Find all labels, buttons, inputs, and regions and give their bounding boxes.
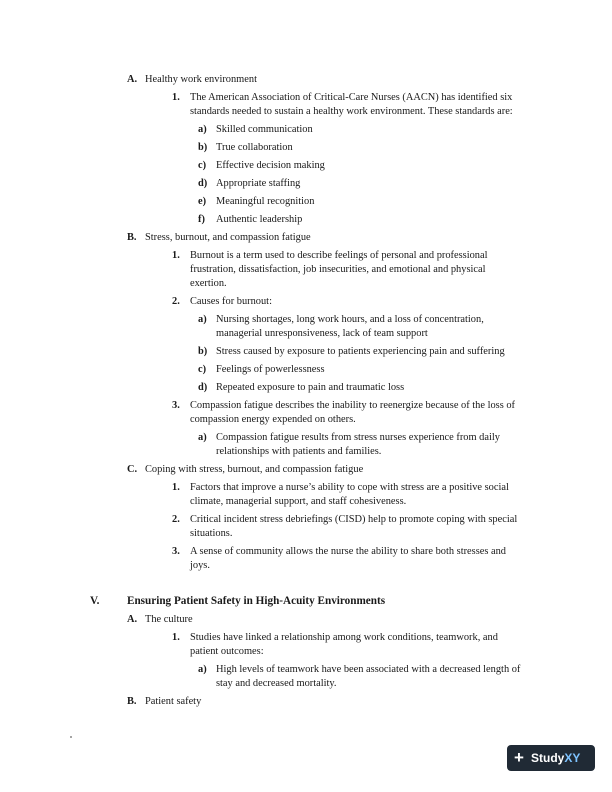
b2d-marker: d) (198, 382, 208, 393)
v-a1-line1: Studies have linked a relationship among work conditions, teamwork, and (190, 632, 498, 643)
c1-marker: 1. (172, 482, 180, 493)
b1-line3: exertion. (190, 278, 227, 289)
b2a-line1: Nursing shortages, long work hours, and a loss of concentration, (216, 314, 484, 325)
v-a1a-line2: stay and decreased mortality. (216, 678, 337, 689)
b2d-text: Repeated exposure to pain and traumatic loss (216, 382, 405, 393)
a1b-marker: b) (198, 142, 208, 153)
b2b-marker: b) (198, 346, 208, 357)
v-a-marker: A. (127, 614, 138, 625)
a1d-marker: d) (198, 178, 208, 189)
b2c-text: Feelings of powerlessness (216, 364, 325, 375)
v-b-marker: B. (127, 696, 137, 707)
b3a-line1: Compassion fatigue results from stress nurses experience from daily (216, 432, 500, 443)
section-v-title: Ensuring Patient Safety in High-Acuity Environments (127, 595, 386, 607)
c2-line1: Critical incident stress debriefings (CISD) help to promote coping with special (190, 514, 518, 525)
a1a-text: Skilled communication (216, 124, 313, 135)
section-b-marker: B. (127, 232, 137, 243)
section-v-marker: V. (90, 595, 100, 607)
c3-line1: A sense of community allows the nurse the ability to share both stresses and (190, 546, 506, 557)
c1-line1: Factors that improve a nurse’s ability to cope with stress are a positive social (190, 482, 509, 493)
a1d-text: Appropriate staffing (216, 178, 301, 189)
section-c-title: Coping with stress, burnout, and compassion fatigue (145, 464, 364, 475)
plus-icon: + (514, 748, 524, 767)
section-a-marker: A. (127, 74, 138, 85)
b3-line1: Compassion fatigue describes the inability to reenergize because of the loss of (190, 400, 515, 411)
studyxy-logo[interactable] (507, 745, 595, 771)
a1b-text: True collaboration (216, 142, 293, 153)
b2c-marker: c) (198, 364, 207, 375)
section-b-title: Stress, burnout, and compassion fatigue (145, 232, 311, 243)
v-a1a-marker: a) (198, 664, 207, 675)
b1-line2: frustration, dissatisfaction, job insecurities, and emotional and physical (190, 264, 486, 275)
c1-line2: climate, managerial support, and staff cohesiveness. (190, 496, 407, 507)
stray-dot (70, 736, 72, 738)
section-a-title: Healthy work environment (145, 74, 257, 85)
a1e-text: Meaningful recognition (216, 196, 315, 207)
v-a1-marker: 1. (172, 632, 180, 643)
logo-wordmark (531, 745, 580, 771)
section-c-marker: C. (127, 464, 138, 475)
b3a-marker: a) (198, 432, 207, 443)
b2a-line2: managerial unresponsiveness, lack of team support (216, 328, 428, 339)
v-a1a-line1: High levels of teamwork have been associated with a decreased length of (216, 664, 521, 675)
c2-line2: situations. (190, 528, 233, 539)
b2b-text: Stress caused by exposure to patients experiencing pain and suffering (216, 346, 505, 357)
b2-text: Causes for burnout: (190, 296, 272, 307)
c2-marker: 2. (172, 514, 180, 525)
a1-line1: The American Association of Critical-Care Nurses (AACN) has identified six (190, 92, 513, 103)
a1e-marker: e) (198, 196, 207, 207)
a1-marker: 1. (172, 92, 180, 103)
v-a-title: The culture (145, 614, 193, 625)
b3-line2: compassion energy expended on others. (190, 414, 356, 425)
a1c-marker: c) (198, 160, 207, 171)
b2a-marker: a) (198, 314, 207, 325)
b1-marker: 1. (172, 250, 180, 261)
a1a-marker: a) (198, 124, 207, 135)
logo-word-xy: XY (564, 751, 581, 765)
logo-word-study: Study (531, 751, 565, 765)
b2-marker: 2. (172, 296, 180, 307)
a1c-text: Effective decision making (216, 160, 325, 171)
a1f-marker: f) (198, 214, 205, 225)
c3-marker: 3. (172, 546, 180, 557)
v-b-title: Patient safety (145, 696, 202, 707)
b3-marker: 3. (172, 400, 180, 411)
b3a-line2: relationships with patients and families. (216, 446, 382, 457)
c3-line2: joys. (190, 560, 210, 571)
b1-line1: Burnout is a term used to describe feelings of personal and professional (190, 250, 488, 261)
v-a1-line2: patient outcomes: (190, 646, 264, 657)
a1-line2: standards needed to sustain a healthy work environment. These standards are: (190, 106, 513, 117)
a1f-text: Authentic leadership (216, 214, 303, 225)
